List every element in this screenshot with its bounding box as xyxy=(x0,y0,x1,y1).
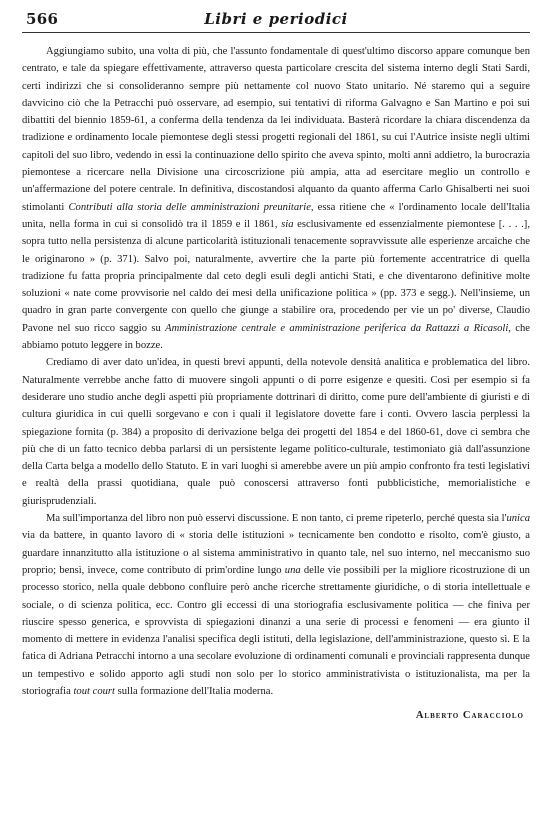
text-run: sulla formazione dell'Italia moderna. xyxy=(114,685,274,697)
article-body xyxy=(22,43,530,700)
italic-text-run: Amministrazione centrale e amministrazione periferica da Rattazzi a Ricasoli xyxy=(165,322,509,334)
italic-text-run: Contributi alla storia delle amministrazioni preunitarie xyxy=(68,201,311,213)
italic-text-run: tout court xyxy=(73,685,115,697)
paragraph-2 xyxy=(22,354,530,510)
text-run: , che abbiamo potuto leggere in bozze. xyxy=(22,322,530,352)
italic-text-run: sia xyxy=(281,218,294,230)
author-signature: Alberto Caracciolo xyxy=(415,710,524,722)
text-run: Aggiungiamo subito, una volta di più, che l'assunto fondamentale di quest'ultimo discorso appare comunque ben centrato, e tale da spiegare effettivamente, attraverso questa particolare crescita del sistema interno degli Stati Sardi, certi indirizzi che si consolideranno sempre più nettamente col nuovo Stato unitario. Né staremo qui a seguire davvicino ciò che la Petracchi può osservare, ad esempio, sui tentativi di riforma Galvagno e San Martino e poi sui dibattiti del biennio 1859-61, a conferma della tendenza da lei individuata. Basterà ricordare la chiara discendenza da tradizione e ordinamento locale piemontese degli stessi progetti regionali del 1861, su cui l'Autrice insiste negli ultimi capitoli del suo libro, vedendo in essi la continuazione dello spirito che aveva spinto, molti anni addietro, la burocrazia piemontese a ricercare nella Divisione una circoscrizione più ampia, atta ad esercitare meglio un controllo e un'affermazione del potere centrale. In definitiva, discostandosi alquanto da quanto afferma Carlo Ghisalberti nei suoi stimolanti xyxy=(22,46,530,213)
text-run: esclusivamente ed essenzialmente piemontese [. . . .], sopra tutto nella persistenza di alcune particolarità istituzionali tenacemente sopravvissute alle esperienze arcaiche che le originarono » (p. 371). Salvo poi, naturalmente, avvertire che la parte più fortemente accentratrice di quella tradizione fu fatta propria principalmente dal ceto degli esuli degli antichi Stati, e che diventarono definitive molte soluzioni « nate come provvisorie nel caldo dei mesi della unificazione politica » (pp. 373 e segg.). Nell'insieme, un quadro in gran parte convergente con quello che giunge a stabilire ora, procedendo per vie un po' diverse, Claudio Pavone nel suo ricco saggio su xyxy=(22,218,530,334)
text-run: , essa ritiene che « l'ordinamento locale dell'Italia unita, nella forma in cui si consolidò tra il 1859 e il 1861, xyxy=(22,201,531,230)
paragraph-1 xyxy=(22,43,530,354)
paragraph-3 xyxy=(22,510,530,700)
italic-text-run: unica xyxy=(506,513,530,525)
italic-text-run: una xyxy=(284,564,301,576)
text-run: delle vie possibili per la migliore ricostruzione di un processo storico, nella quale debbono confluire però anche ricerche strettamente giuridiche, o di storia intellettuale e sociale, o di scienza politica, ecc. Contro gli eccessi di una storiografia esclusivamente politica — che finiva per riuscire spesso generica, e sprovvista di spiegazioni dinanzi a una serie di processi e fenomeni — era giunto il momento di mettere in evidenza l'analisi specifica degli istituti, della legislazione, dell'amministrazione, questo sì. E la fatica di Adriana Petracchi intorno a una secolare evoluzione di ordinamenti comunali e provinciali rappresenta dunque un tempestivo e solido apporto agli studi non solo per lo storico amministrativista o istituzionalista, ma per la storiografia xyxy=(22,564,530,697)
text-run: via da battere, in quanto lavoro di « storia delle istituzioni » tecnicamente ben condotto e risolto, com'è giusto, a guardare innanzitutto alla istituzione o al sistema amministrativo in quanto tale, nel suo interno, nel meccanismo suo proprio; bensì, invece, come contributo di prim'ordine lungo xyxy=(22,530,530,576)
journal-page xyxy=(22,8,530,721)
text-run: Crediamo di aver dato un'idea, in questi brevi appunti, della notevole densità analitica e problematica del libro. Naturalmente verrebbe anche fatto di muovere singoli appunti o di porre esigenze e quesiti. Così per esempio si fa desiderare uno studio anche degli aspetti più propriamente dottrinari di diritto, come pure dell'ambiente di giuristi e di cultura giuridica in cui quelli sorgevano e con i quali il legislatore dovette fare i conti. Ovvero lascia perplessi la spiegazione fornita (p. 384) a proposito di derivazione belga dei progetti del 1854 e del 1860-61, dove ci sembra che più che di un fatto tecnico debba parlarsi di un persistente legame politico-culturale, testimoniato già dall'assunzione della Carta belga a modello dello Statuto. E in vari luoghi si amerebbe avere un più ampio confronto fra testi legislativi e realtà della prassi quotidiana, quale può conoscersi attraverso fonti pubblicistiche, memorialistiche e giurisprudenziali. xyxy=(22,357,530,507)
text-run: Ma sull'importanza del libro non può esservi discussione. E non tanto, ci preme ripeterlo, perché questa sia l' xyxy=(46,513,507,525)
running-head: Libri e periodici xyxy=(204,10,348,28)
page-number: 566 xyxy=(26,10,59,28)
page-header xyxy=(22,8,530,33)
